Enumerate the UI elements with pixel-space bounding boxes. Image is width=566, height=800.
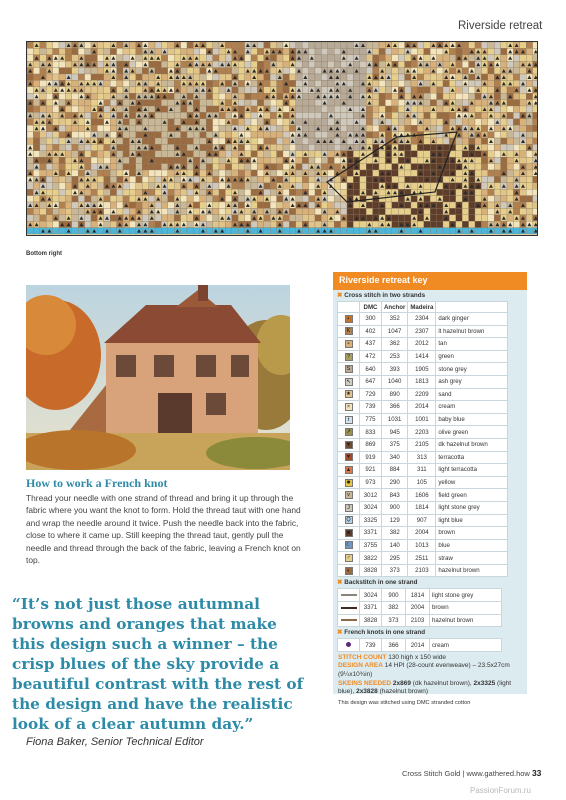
key-row (338, 338, 508, 351)
dmc-code: 833 (360, 426, 382, 439)
thread-name: field green (436, 489, 508, 502)
dmc-code: 3371 (360, 602, 382, 615)
key-row (338, 451, 508, 464)
thread-name: cream (430, 639, 502, 652)
madeira-code: 2103 (406, 614, 430, 627)
madeira-code: 907 (408, 514, 436, 527)
cross-icon: ✖ (337, 292, 343, 299)
cross-icon: ✖ (337, 579, 343, 587)
dmc-code: 3012 (360, 489, 382, 502)
col-symbol (338, 302, 360, 313)
key-row (338, 375, 508, 388)
key-row (338, 388, 508, 401)
thread-name: brown (436, 527, 508, 540)
thread-swatch: ♥ (338, 451, 360, 464)
key-row (338, 401, 508, 414)
key-row (338, 501, 508, 514)
madeira-code: 2511 (408, 552, 436, 565)
thread-swatch: ♂ (338, 552, 360, 565)
anchor-code: 884 (382, 464, 408, 477)
chart-caption: Bottom right (26, 251, 62, 257)
madeira-code: 2004 (406, 602, 430, 615)
key-row (338, 552, 508, 565)
col-dmc: DMC (360, 302, 382, 313)
dmc-code: 300 (360, 313, 382, 326)
backstitch-line-icon (338, 602, 360, 615)
dmc-code: 3828 (360, 564, 382, 577)
anchor-code: 1047 (382, 325, 408, 338)
key-title: Riverside retreat key (333, 272, 527, 290)
anchor-code: 373 (382, 614, 406, 627)
thread-swatch: Ǭ (338, 514, 360, 527)
anchor-code: 393 (382, 363, 408, 376)
anchor-code: 843 (382, 489, 408, 502)
page-header-title: Riverside retreat (458, 20, 543, 32)
madeira-code: 2014 (406, 639, 430, 652)
thread-name: brown (430, 602, 502, 615)
key-section-back: ✖ Backstitch in one strand (337, 579, 418, 587)
thread-name: ash grey (436, 375, 508, 388)
thread-swatch: ★ (338, 388, 360, 401)
thread-name: dk hazelnut brown (436, 438, 508, 451)
key-row (338, 514, 508, 527)
key-row (338, 325, 508, 338)
french-knot-table (337, 638, 502, 652)
dmc-code: 739 (360, 401, 382, 414)
anchor-code: 1031 (382, 413, 408, 426)
thread-name: hazelnut brown (436, 564, 508, 577)
madeira-code: 2209 (408, 388, 436, 401)
key-row (338, 639, 502, 652)
key-row (338, 614, 502, 627)
madeira-code: 1001 (408, 413, 436, 426)
anchor-code: 340 (382, 451, 408, 464)
key-row (338, 527, 508, 540)
thread-swatch: v (338, 489, 360, 502)
thread-name: cream (436, 401, 508, 414)
dmc-code: 3024 (360, 589, 382, 602)
thread-name: olive green (436, 426, 508, 439)
anchor-code: 352 (382, 313, 408, 326)
dmc-code: 647 (360, 375, 382, 388)
thread-swatch: ↖ (338, 375, 360, 388)
pull-quote: “It’s not just those autumnal browns and oranges that make this design such a winner – the crisp blues of the sky provide a beautiful contrast with the rest of the design and have the realistic look of a clear autumn day.” (12, 595, 304, 733)
dmc-code: 437 (360, 338, 382, 351)
quote-author: Fiona Baker, Senior Technical Editor (26, 736, 204, 748)
dmc-code: 3822 (360, 552, 382, 565)
thread-note: This design was stitched using DMC stranded cotton (338, 699, 471, 706)
key-row (338, 313, 508, 326)
anchor-code: 373 (382, 564, 408, 577)
thread-swatch: ■ (338, 527, 360, 540)
anchor-code: 366 (382, 639, 406, 652)
madeira-code: 1414 (408, 350, 436, 363)
thread-name: light stone grey (430, 589, 502, 602)
howto-title: How to work a French knot (26, 476, 168, 490)
key-row (338, 426, 508, 439)
key-row (338, 564, 508, 577)
dmc-code: 919 (360, 451, 382, 464)
cross-stitch-table (337, 301, 508, 577)
thread-swatch: K (338, 325, 360, 338)
madeira-code: 1813 (408, 375, 436, 388)
dmc-code: 739 (360, 639, 382, 652)
thread-swatch: t (338, 413, 360, 426)
madeira-code: 313 (408, 451, 436, 464)
dmc-code: 973 (360, 476, 382, 489)
thread-name: stone grey (436, 363, 508, 376)
thread-name: dark ginger (436, 313, 508, 326)
madeira-code: 1905 (408, 363, 436, 376)
dmc-code: 869 (360, 438, 382, 451)
design-area: DESIGN AREA 14 HPI (28-count evenweave) – 23.5x27cm (9¼x10¾in) (338, 662, 510, 679)
madeira-code: 2307 (408, 325, 436, 338)
madeira-code: 2014 (408, 401, 436, 414)
madeira-code: 1814 (408, 501, 436, 514)
madeira-code: 105 (408, 476, 436, 489)
chart-key-panel (333, 272, 527, 706)
dmc-code: 472 (360, 350, 382, 363)
thread-name: yellow (436, 476, 508, 489)
anchor-code: 362 (382, 338, 408, 351)
key-row (338, 602, 502, 615)
thread-name: light terracotta (436, 464, 508, 477)
howto-body: Thread your needle with one strand of thread and bring it up through the fabric where you want the knot to form. Hold the thread taut with one hand and wrap the needle around it twice. Push the needle back into the fabric, close to where it came up. Still keeping the thread taut, gently pull the needle and thread through the back of the fabric, leaving a French knot on top. (26, 493, 301, 566)
key-row (338, 413, 508, 426)
anchor-code: 290 (382, 476, 408, 489)
skeins-needed: SKEINS NEEDED 2x869 (dk hazelnut brown), 2x3325 (light blue), 2x3828 (hazelnut brown) (338, 679, 512, 696)
dmc-code: 3828 (360, 614, 382, 627)
thread-swatch: ▲ (338, 464, 360, 477)
thread-name: straw (436, 552, 508, 565)
thread-swatch: × (338, 401, 360, 414)
page-number: 33 (531, 768, 542, 778)
madeira-code: 2105 (408, 438, 436, 451)
madeira-code: 1606 (408, 489, 436, 502)
stitch-count: STITCH COUNT 130 high x 150 wide (338, 653, 447, 661)
thread-swatch: S (338, 363, 360, 376)
thread-swatch: ▼ (338, 438, 360, 451)
madeira-code: 1013 (408, 539, 436, 552)
dmc-code: 3024 (360, 501, 382, 514)
anchor-code: 129 (382, 514, 408, 527)
dmc-code: 921 (360, 464, 382, 477)
dmc-code: 640 (360, 363, 382, 376)
backstitch-table (337, 588, 502, 627)
madeira-code: 2012 (408, 338, 436, 351)
dmc-code: 775 (360, 413, 382, 426)
key-row (338, 539, 508, 552)
thread-swatch: ☾ (338, 539, 360, 552)
anchor-code: 295 (382, 552, 408, 565)
col-name (436, 302, 508, 313)
thread-swatch: ∘ (338, 338, 360, 351)
thread-swatch: ▪ (338, 313, 360, 326)
col-anchor: Anchor (382, 302, 408, 313)
watermark-text: PassionForum.ru (470, 786, 531, 795)
dmc-code: 3371 (360, 527, 382, 540)
madeira-code: 2103 (408, 564, 436, 577)
anchor-code: 945 (382, 426, 408, 439)
anchor-code: 366 (382, 401, 408, 414)
madeira-code: 2203 (408, 426, 436, 439)
thread-name: blue (436, 539, 508, 552)
thread-name: light blue (436, 514, 508, 527)
anchor-code: 382 (382, 602, 406, 615)
cross-stitch-chart (26, 41, 538, 236)
anchor-code: 900 (382, 589, 406, 602)
key-row (338, 464, 508, 477)
anchor-code: 1040 (382, 375, 408, 388)
thread-name: lt hazelnut brown (436, 325, 508, 338)
thread-swatch: ✹ (338, 476, 360, 489)
thread-name: sand (436, 388, 508, 401)
footer-mag: Cross Stitch Gold | www.gathered.how (402, 769, 530, 778)
key-row (338, 589, 502, 602)
key-row (338, 363, 508, 376)
anchor-code: 890 (382, 388, 408, 401)
key-row (338, 476, 508, 489)
anchor-code: 900 (382, 501, 408, 514)
thread-swatch: ? (338, 350, 360, 363)
key-section-knots: ✖ French knots in one strand (337, 629, 426, 637)
thread-name: green (436, 350, 508, 363)
thread-name: baby blue (436, 413, 508, 426)
madeira-code: 2304 (408, 313, 436, 326)
dmc-code: 3325 (360, 514, 382, 527)
key-section-cross: ✖ Cross stitch in two strands (337, 292, 426, 299)
dmc-code: 402 (360, 325, 382, 338)
madeira-code: 1814 (406, 589, 430, 602)
french-knot-dot-icon (338, 639, 360, 652)
anchor-code: 382 (382, 527, 408, 540)
backstitch-line-icon (338, 589, 360, 602)
thread-name: terracotta (436, 451, 508, 464)
thread-name: tan (436, 338, 508, 351)
thread-swatch: ↗ (338, 426, 360, 439)
anchor-code: 253 (382, 350, 408, 363)
dmc-code: 3755 (360, 539, 382, 552)
madeira-code: 2004 (408, 527, 436, 540)
page-footer (402, 768, 541, 778)
col-madeira: Madeira (408, 302, 436, 313)
madeira-code: 311 (408, 464, 436, 477)
cross-icon: ✖ (337, 629, 343, 637)
thread-name: hazelnut brown (430, 614, 502, 627)
backstitch-line-icon (338, 614, 360, 627)
thread-swatch: J (338, 501, 360, 514)
anchor-code: 140 (382, 539, 408, 552)
thread-name: light stone grey (436, 501, 508, 514)
key-row (338, 489, 508, 502)
key-stats (333, 652, 527, 710)
thread-swatch: ◐ (338, 564, 360, 577)
key-row (338, 350, 508, 363)
anchor-code: 375 (382, 438, 408, 451)
key-row (338, 438, 508, 451)
stitched-house-photo (26, 285, 290, 470)
dmc-code: 729 (360, 388, 382, 401)
